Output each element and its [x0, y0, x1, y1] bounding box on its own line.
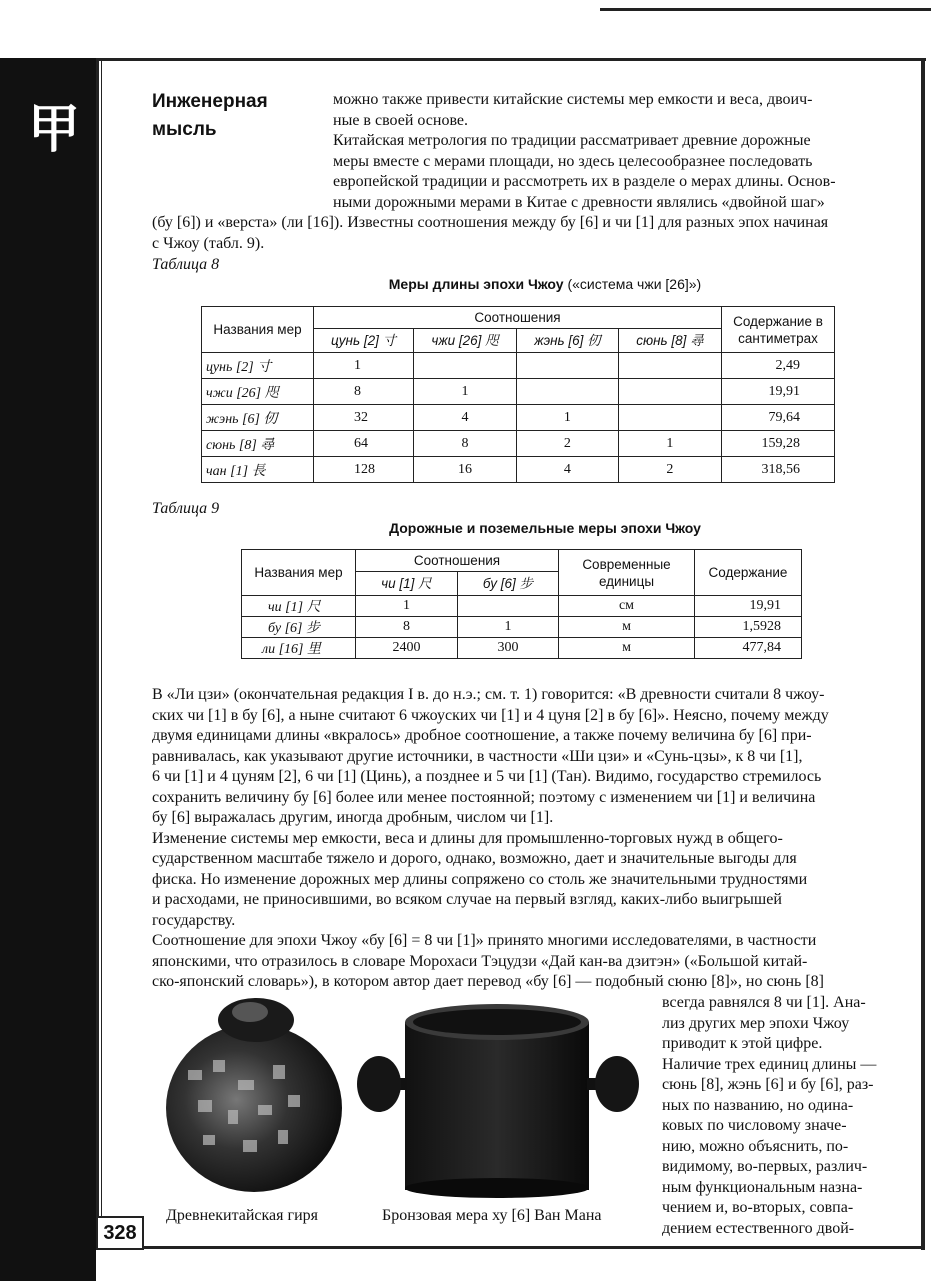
body-line: и расходами, не приносившими, во всяком случае на первый взгляд, каких-либо выигрышей [152, 891, 782, 908]
body-line: Изменение системы мер емкости, веса и длины для промышленно-торговых нужд в общего- [152, 829, 783, 847]
table9-head-names: Названия мер [242, 550, 356, 596]
table8-cell: 4 [517, 457, 619, 483]
table9-head-ratio: Соотношения [356, 550, 559, 572]
table8-cell: 1 [414, 379, 517, 405]
table9-cell: 1 [356, 596, 458, 617]
table8-cell: 8 [414, 431, 517, 457]
body-line: бу [6] выражалась другим, иногда дробным, числом чи [1]. [152, 809, 554, 826]
body-line: равнивалась, как указывают другие источники, в частности «Ши цзи» и «Сунь-цзы», к 8 чи [1], [152, 747, 803, 765]
table9-head-content: Содержание [695, 550, 802, 596]
body-line: 6 чи [1] и 4 цуням [2], 6 чи [1] (Цинь), а позднее и 5 чи [1] (Тан). Видимо, государство стремилось [152, 768, 822, 785]
table9-subhead: бу [6] 步 [457, 572, 558, 596]
table8-subhead: чжи [26] 咫 [414, 329, 517, 353]
body-line: двумя единицами длины «вкралось» дробное соотношение, а также почему величина бу [6] при- [152, 727, 812, 744]
right-col-line: нию, можно объяснить, по- [662, 1137, 849, 1155]
right-col-line: ных по названию, но одина- [662, 1096, 854, 1114]
table8-cell-name: сюнь [8] 尋 [202, 431, 314, 457]
table9-cell-val: 477,84 [695, 638, 802, 659]
table8-cell: 2 [517, 431, 619, 457]
right-col-line: чением и, во-вторых, совпа- [662, 1199, 854, 1216]
table8-cell-name: жэнь [6] 仞 [202, 405, 314, 431]
table8-cell: 8 [314, 379, 414, 405]
page-number: 328 [96, 1216, 144, 1250]
table9-label: Таблица 9 [152, 500, 220, 517]
section-title-line2: мысль [152, 119, 217, 140]
table8-cell-name: цунь [2] 寸 [202, 353, 314, 379]
caption-weight: Древнекитайская гиря [166, 1207, 318, 1224]
table-row [242, 617, 802, 638]
table9-cell [457, 596, 558, 617]
table8-cell [618, 379, 721, 405]
table8-cell: 32 [314, 405, 414, 431]
table8-head-content: Содержание в сантиметрах [722, 307, 835, 353]
table9-cell-unit: м [559, 638, 695, 659]
top-rule [600, 8, 931, 11]
table8-cell [517, 353, 619, 379]
right-col-line: сюнь [8], жэнь [6] и бу [6], раз- [662, 1076, 874, 1093]
intro-paragraph [333, 90, 890, 213]
table8-cell: 1 [314, 353, 414, 379]
body-line: В «Ли цзи» (окончательная редакция I в. до н.э.; см. т. 1) говорится: «В древности считали 8 чжоу- [152, 686, 825, 703]
table9-cell: 2400 [356, 638, 458, 659]
frame-bottom [96, 1246, 925, 1249]
intro-line: можно также привести китайские системы мер емкости и веса, двоич- [333, 91, 813, 108]
table9-head-modern: Современные единицы [559, 550, 695, 596]
right-col-line: ным функциональным назна- [662, 1178, 863, 1196]
table9-cell-name: ли [16] 里 [242, 638, 356, 659]
table-row [202, 457, 835, 483]
table8 [201, 306, 835, 483]
table8-cell-cm: 318,56 [722, 457, 835, 483]
table9-title: Дорожные и поземельные меры эпохи Чжоу [389, 520, 701, 536]
table8-cell: 2 [618, 457, 721, 483]
table8-cell-cm: 2,49 [722, 353, 835, 379]
body-line: ских чи [1] в бу [6], а ныне считают 6 чжоуских чи [1] и 4 цуня [2] в бу [6]». Неясно, почему между [152, 706, 829, 724]
body-line: ско-японский словарь»), в котором автор дает перевод «бу [6] — подобный сюню [8]», но сюнь [8] [152, 973, 825, 990]
intro-tail [152, 213, 890, 254]
table9-cell-name: чи [1] 尺 [242, 596, 356, 617]
section-title-line1: Инженерная [152, 91, 268, 112]
table8-subhead: цунь [2] 寸 [314, 329, 414, 353]
table9-cell: 1 [457, 617, 558, 638]
table8-cell: 1 [618, 431, 721, 457]
frame-top [96, 58, 926, 61]
body-line: Соотношение для эпохи Чжоу «бу [6] = 8 чи [1]» принято многими исследователями, в частности [152, 932, 817, 949]
table8-title-main: Меры длины эпохи Чжоу [388, 276, 564, 292]
bronze-measure-image [355, 1000, 645, 1200]
right-col-line: видимому, во-первых, различ- [662, 1158, 868, 1175]
table8-cell-cm: 19,91 [722, 379, 835, 405]
right-col-line: всегда равнялся 8 чи [1]. Ана- [662, 994, 866, 1011]
frame-left [96, 58, 99, 1250]
table9 [241, 549, 802, 659]
table8-subhead: жэнь [6] 仞 [517, 329, 619, 353]
body-line: государству. [152, 911, 236, 929]
table-row [202, 379, 835, 405]
table-row [202, 405, 835, 431]
table8-cell: 16 [414, 457, 517, 483]
right-column-text [662, 993, 890, 1239]
right-col-line: ковых по числовому значе- [662, 1117, 847, 1134]
table8-subhead: сюнь [8] 尋 [618, 329, 721, 353]
frame-right [921, 58, 925, 1250]
table9-cell-unit: м [559, 617, 695, 638]
table9-cell-name: бу [6] 步 [242, 617, 356, 638]
table8-cell [618, 353, 721, 379]
body-line: сударственном масштабе тяжело и дорого, однако, возможно, дает и значительные выгоды для [152, 850, 797, 867]
intro-line: ными дорожными мерами в Китае с древности являлись «двойной шаг» [333, 193, 825, 211]
table8-cell-name: чжи [26] 咫 [202, 379, 314, 405]
table-row [202, 353, 835, 379]
right-col-line: Наличие трех единиц длины — [662, 1055, 877, 1073]
table9-cell: 300 [457, 638, 558, 659]
side-bar [0, 58, 96, 1281]
table-row [242, 596, 802, 617]
table8-label: Таблица 8 [152, 256, 220, 273]
frame-left-inner [101, 58, 102, 1250]
ancient-weight-image [158, 990, 348, 1195]
table8-cell-name: чан [1] 長 [202, 457, 314, 483]
table9-cell: 8 [356, 617, 458, 638]
body-line: сохранить величину бу [6] более или менее постоянной; поэтому с изменением чи [1] и величина [152, 788, 816, 806]
intro-tail-line: с Чжоу (табл. 9). [152, 234, 265, 252]
table8-head-ratio: Соотношения [314, 307, 722, 329]
right-col-line: лиз других мер эпохи Чжоу [662, 1014, 850, 1032]
table8-cell: 1 [517, 405, 619, 431]
table8-cell: 128 [314, 457, 414, 483]
intro-line: Китайская метрология по традиции рассматривает древние дорожные [333, 132, 811, 149]
side-glyph: 甲 [27, 99, 80, 160]
table8-cell-cm: 159,28 [722, 431, 835, 457]
right-col-line: дением естественного двой- [662, 1219, 855, 1237]
body-line: фиска. Но изменение дорожных мер длины сопряжено со столь же значительными трудностями [152, 870, 808, 888]
section-title [152, 88, 322, 144]
caption-bronze-measure: Бронзовая мера ху [6] Ван Мана [382, 1207, 602, 1224]
table8-cell: 64 [314, 431, 414, 457]
table8-title-sub: («система чжи [26]») [567, 276, 702, 292]
table8-cell [618, 405, 721, 431]
right-col-line: приводит к этой цифре. [662, 1035, 823, 1052]
table8-title [200, 276, 890, 292]
table8-head-names: Названия мер [202, 307, 314, 353]
table-row [242, 638, 802, 659]
intro-line: ные в своей основе. [333, 111, 468, 129]
table8-cell-cm: 79,64 [722, 405, 835, 431]
body-text [152, 685, 890, 993]
body-line: японскими, что отразилось в словаре Морохаси Тэцудзи «Дай кан-ва дзитэн» («Большой китай- [152, 952, 808, 970]
table8-cell [414, 353, 517, 379]
table8-cell: 4 [414, 405, 517, 431]
table9-cell-val: 19,91 [695, 596, 802, 617]
table8-cell [517, 379, 619, 405]
table-row [202, 431, 835, 457]
table9-cell-unit: см [559, 596, 695, 617]
intro-tail-line: (бу [6]) и «верста» (ли [16]). Известны соотношения между бу [6] и чи [1] для разных эпох начиная [152, 214, 829, 231]
table9-subhead: чи [1] 尺 [356, 572, 458, 596]
table9-cell-val: 1,5928 [695, 617, 802, 638]
intro-line: европейской традиции и рассмотреть их в разделе о мерах длины. Основ- [333, 173, 836, 190]
intro-line: меры вместе с мерами площади, но здесь целесообразнее последовать [333, 152, 813, 170]
